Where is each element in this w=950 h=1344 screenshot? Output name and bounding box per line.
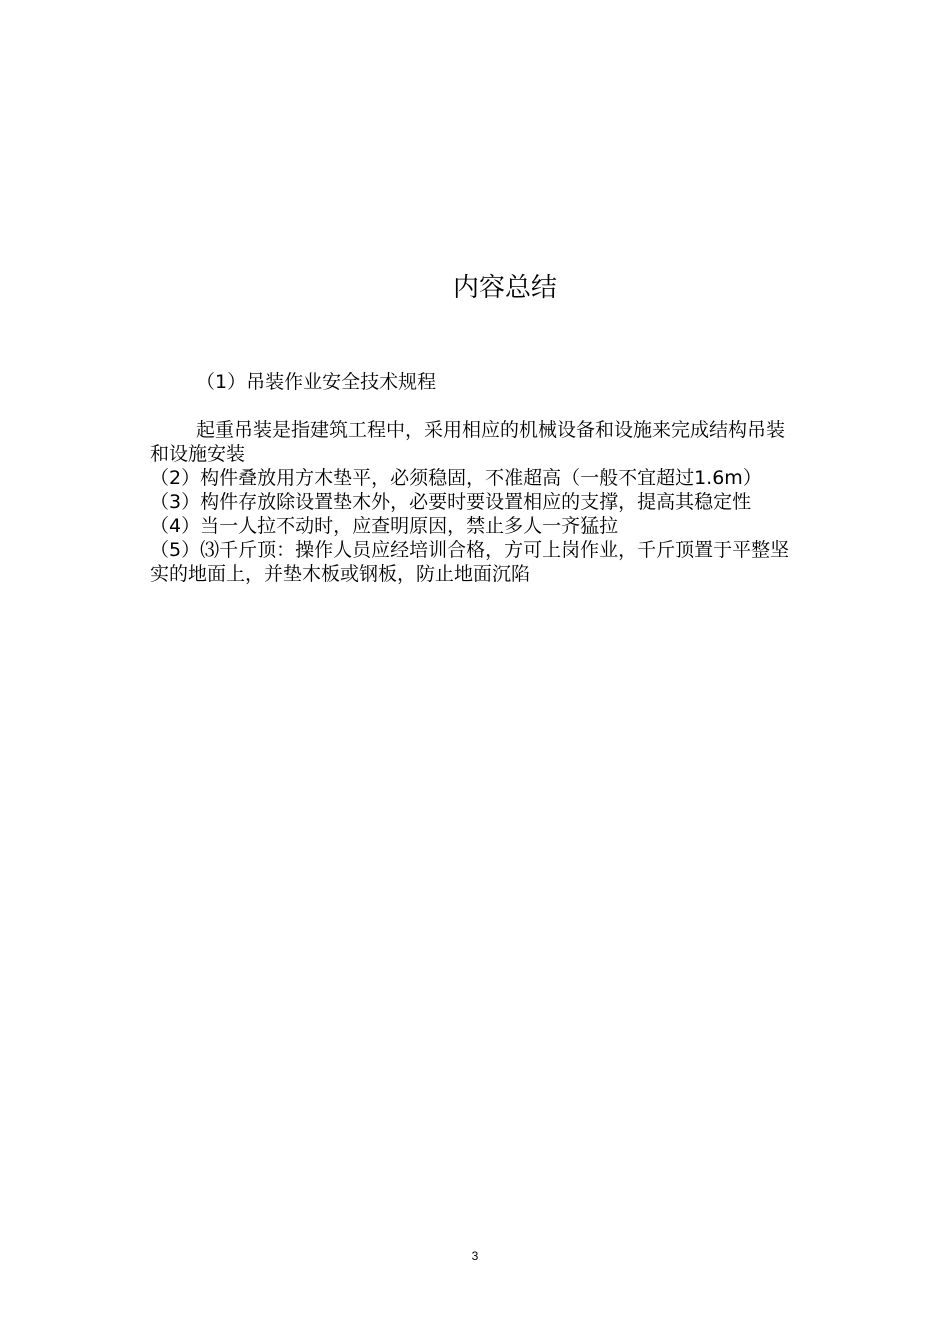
list-item: （3）构件存放除设置垫木外，必要时要设置相应的支撑，提高其稳定性: [150, 491, 752, 513]
section-heading: （1）吊装作业安全技术规程: [196, 371, 437, 393]
list-item: （5）⑶千斤顶：操作人员应经培训合格，方可上岗作业，千斤顶置于平整坚实的地面上，并垫木板或钢板，防止地面沉陷: [150, 539, 790, 585]
list-item: （4）当一人拉不动时，应查明原因，禁止多人一齐猛拉: [150, 515, 619, 537]
item-list: [150, 466, 800, 586]
page-number: 3: [471, 1249, 479, 1263]
list-item: （2）构件叠放用方木垫平，必须稳固，不准超高（一般不宜超过1.6m）: [150, 467, 762, 489]
intro-paragraph: 起重吊装是指建筑工程中，采用相应的机械设备和设施来完成结构吊装和设施安装: [150, 419, 786, 465]
page-title: 内容总结: [452, 273, 557, 303]
